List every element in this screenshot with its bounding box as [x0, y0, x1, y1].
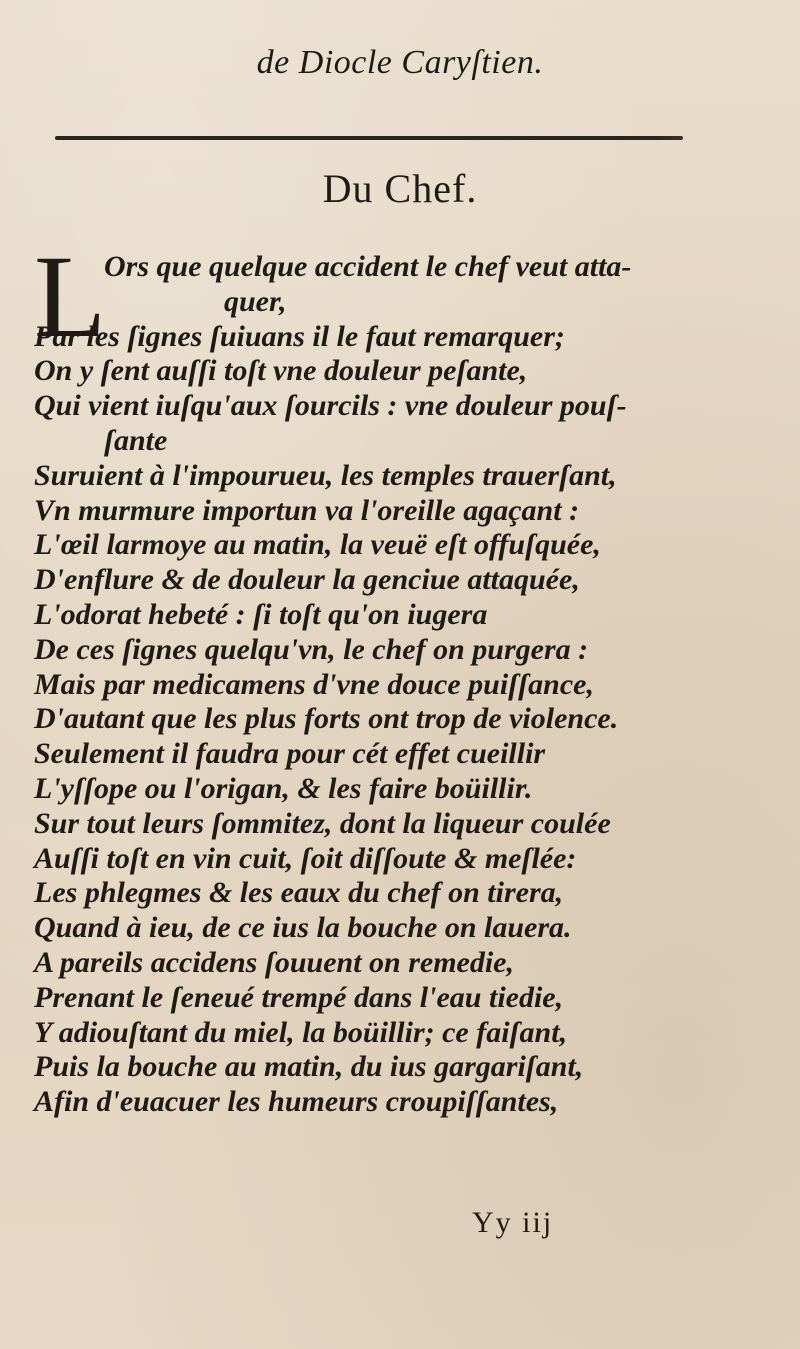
verse-line: ſante: [104, 423, 168, 457]
verse-line: Y adiouſtant du miel, la boüillir; ce faiſant,: [34, 1015, 568, 1049]
verse-line: D'autant que les plus forts ont trop de violence.: [34, 702, 619, 736]
verse-line: Par les ſignes ſuiuans il le faut remarquer;: [34, 319, 565, 353]
verse-line: L'yſſope ou l'origan, & les faire boüillir.: [34, 771, 533, 805]
verse-line: De ces ſignes quelqu'vn, le chef on purgera :: [34, 632, 589, 666]
signature-mark: Yy iij: [472, 1206, 554, 1239]
verse-line: Auſſi toſt en vin cuit, ſoit diſſoute & meſlée:: [34, 841, 577, 875]
verse-line: Qui vient iuſqu'aux ſourcils : vne douleur pouſ-: [34, 389, 627, 423]
verse-line: On y ſent auſſi toſt vne douleur peſante,: [34, 354, 528, 388]
verse-line: Puis la bouche au matin, du ius gargariſant,: [34, 1050, 584, 1084]
verse-line: Mais par medicamens d'vne douce puiſſance,: [34, 667, 594, 701]
verse-line: Sur tout leurs ſommitez, dont la liqueur coulée: [34, 806, 611, 840]
verse-line: L'odorat hebeté : ſi toſt qu'on iugera: [34, 597, 488, 631]
verse-line: A pareils accidens ſouuent on remedie,: [34, 945, 514, 979]
running-head: de Diocle Caryſtien.: [256, 44, 544, 81]
drop-cap: L: [34, 231, 107, 362]
verse-line: Suruient à l'impourueu, les temples trauerſant,: [34, 458, 617, 492]
verse-line: Quand à ieu, de ce ius la bouche on lauera.: [34, 911, 572, 945]
verse-line: Ors que quelque accident le chef veut atta-: [104, 250, 632, 283]
verse-line: Afin d'euacuer les humeurs croupiſſantes,: [34, 1085, 559, 1119]
verse-line: quer,: [224, 284, 287, 318]
verse-block: [34, 250, 734, 1120]
verse-line: Seulement il faudra pour cét effet cueillir: [34, 737, 546, 771]
verse-line: Prenant le ſeneué trempé dans l'eau tiedie,: [34, 980, 564, 1014]
verse-line: Les phlegmes & les eaux du chef on tirera,: [34, 876, 564, 910]
verse-line: Vn murmure importun va l'oreille agaçant :: [34, 493, 580, 527]
header-rule: [55, 136, 683, 140]
section-title: Du Chef.: [322, 166, 478, 211]
verse-line: L'œil larmoye au matin, la veuë eſt offuſquée,: [34, 528, 601, 562]
verse-line: D'enflure & de douleur la genciue attaquée,: [34, 563, 580, 597]
